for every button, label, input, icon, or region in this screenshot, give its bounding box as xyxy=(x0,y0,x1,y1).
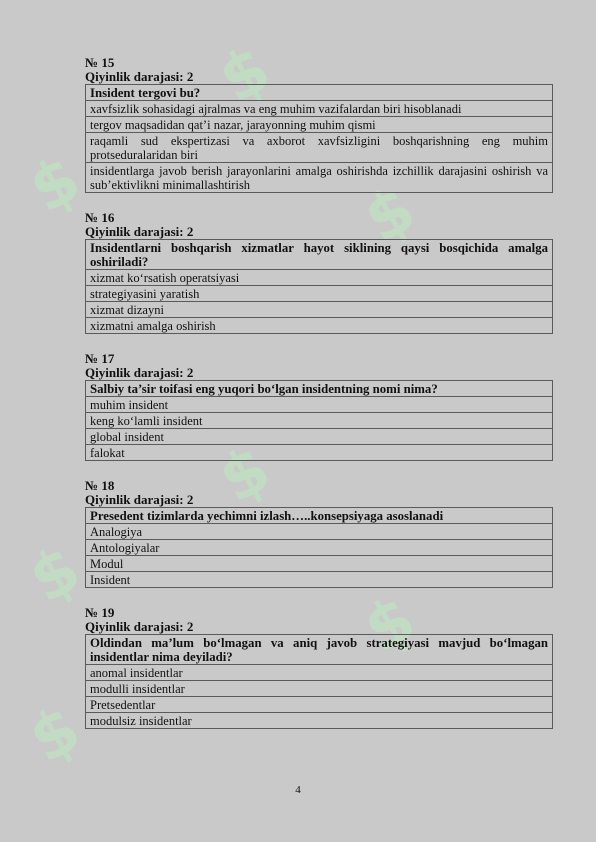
answer-option: insidentlarga javob berish jarayonlarini amalga oshirishda izchillik darajasini oshirish va sub’ektivlikni minimallashtirish xyxy=(86,163,553,193)
watermark-logo: $ xyxy=(17,531,93,619)
answer-option: keng ko‘lamli insident xyxy=(86,413,553,429)
question-block-17 xyxy=(85,352,553,461)
answer-option: modulsiz insidentlar xyxy=(86,713,553,729)
answer-option: Antologiyalar xyxy=(86,540,553,556)
question-text: Salbiy ta’sir toifasi eng yuqori bo‘lgan insidentning nomi nima? xyxy=(86,381,553,397)
answer-option: xavfsizlik sohasidagi ajralmas va eng muhim vazifalardan biri hisoblanadi xyxy=(86,101,553,117)
answer-option: Modul xyxy=(86,556,553,572)
question-table xyxy=(85,239,553,334)
answer-option: xizmat dizayni xyxy=(86,302,553,318)
watermark-logo: $ xyxy=(207,431,283,519)
answer-option: muhim insident xyxy=(86,397,553,413)
difficulty-level: Qiyinlik darajasi: 2 xyxy=(85,619,194,634)
watermark-logo: $ xyxy=(17,141,93,229)
answer-option: raqamli sud ekspertizasi va axborot xavfsizligini boshqarishning eng muhim protseduralaridan biri xyxy=(86,133,553,163)
answer-option: Insident xyxy=(86,572,553,588)
difficulty-level: Qiyinlik darajasi: 2 xyxy=(85,224,194,239)
question-table xyxy=(85,84,553,193)
answer-option: xizmatni amalga oshirish xyxy=(86,318,553,334)
answer-option: global insident xyxy=(86,429,553,445)
question-block-15 xyxy=(85,56,553,193)
page-number: 4 xyxy=(295,784,301,796)
question-table xyxy=(85,507,553,588)
question-number: № 18 xyxy=(85,478,115,493)
answer-option: Pretsedentlar xyxy=(86,697,553,713)
difficulty-level: Qiyinlik darajasi: 2 xyxy=(85,492,194,507)
watermark-logo: $ xyxy=(352,171,428,259)
answer-option: tergov maqsadidan qat’i nazar, jarayonning muhim qismi xyxy=(86,117,553,133)
question-table xyxy=(85,380,553,461)
question-number: № 15 xyxy=(85,55,115,70)
difficulty-level: Qiyinlik darajasi: 2 xyxy=(85,365,194,380)
question-number: № 16 xyxy=(85,210,115,225)
answer-option: falokat xyxy=(86,445,553,461)
answer-option: Analogiya xyxy=(86,524,553,540)
watermark-logo: $ xyxy=(207,31,283,119)
question-table xyxy=(85,634,553,729)
question-text: Insidentlarni boshqarish xizmatlar hayot siklining qaysi bosqichida amalga oshiriladi? xyxy=(86,240,553,270)
test-page xyxy=(85,56,553,747)
question-number: № 17 xyxy=(85,351,115,366)
question-text: Insident tergovi bu? xyxy=(86,85,553,101)
answer-option: strategiyasini yaratish xyxy=(86,286,553,302)
question-block-16 xyxy=(85,211,553,334)
question-text: Presedent tizimlarda yechimni izlash…..konsepsiyaga asoslanadi xyxy=(86,508,553,524)
answer-option: xizmat ko‘rsatish operatsiyasi xyxy=(86,270,553,286)
question-block-19 xyxy=(85,606,553,729)
watermark-logo: $ xyxy=(17,691,93,779)
difficulty-level: Qiyinlik darajasi: 2 xyxy=(85,69,194,84)
question-block-18 xyxy=(85,479,553,588)
watermark-logo: $ xyxy=(352,581,428,669)
question-text: Oldindan ma’lum bo‘lmagan va aniq javob strategiyasi mavjud bo‘lmagan insidentlar nima deyiladi? xyxy=(86,635,553,665)
question-number: № 19 xyxy=(85,605,115,620)
answer-option: modulli insidentlar xyxy=(86,681,553,697)
answer-option: anomal insidentlar xyxy=(86,665,553,681)
